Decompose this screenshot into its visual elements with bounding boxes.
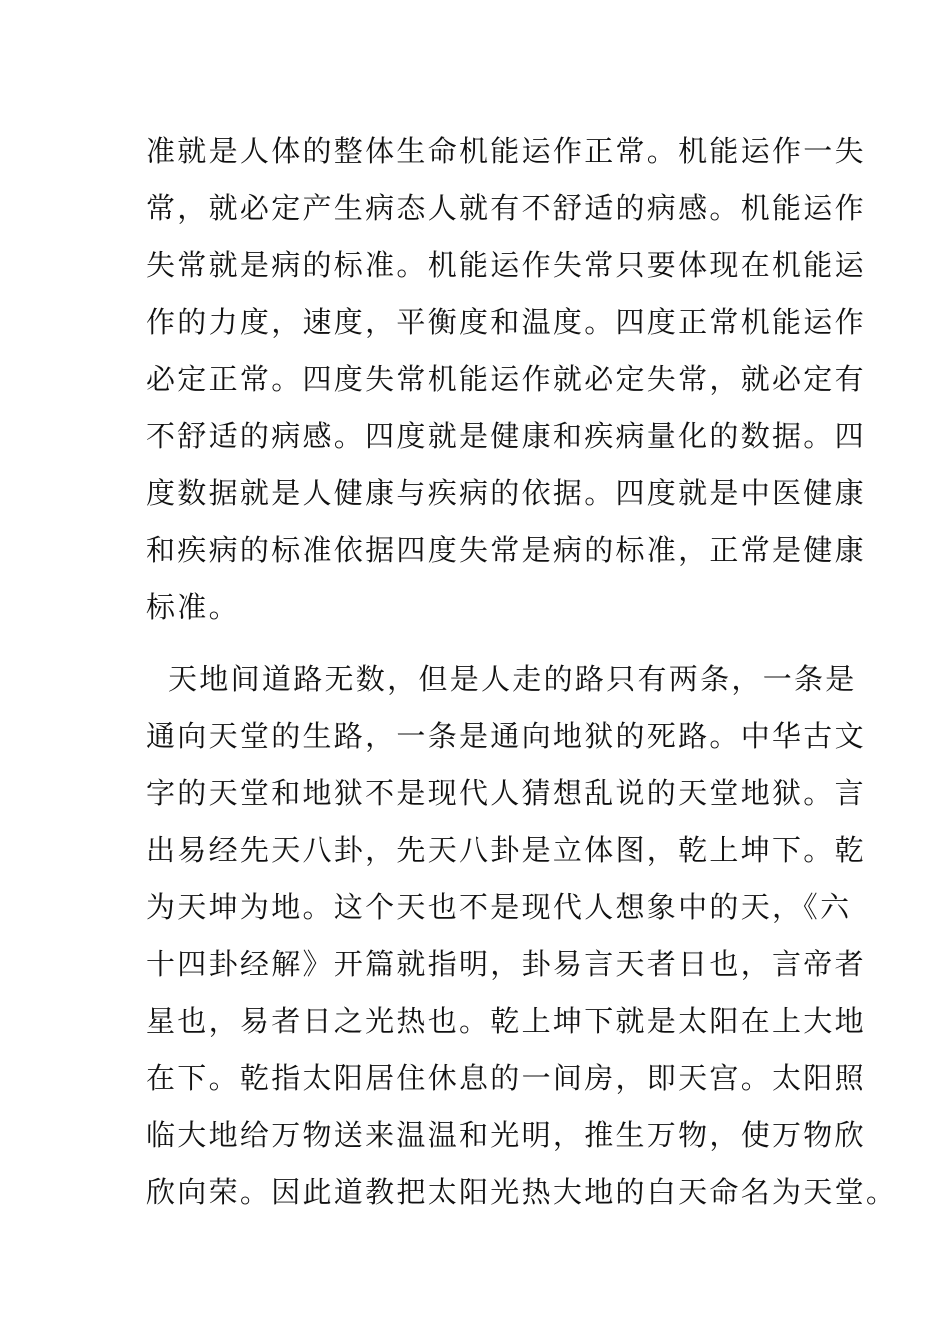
text-line: 临大地给万物送来温温和光明，推生万物，使万物欣: [146, 1118, 866, 1152]
text-line: 必定正常。四度失常机能运作就必定失常，就必定有: [146, 362, 866, 396]
text-line: 出易经先天八卦，先天八卦是立体图，乾上坤下。乾: [146, 833, 866, 867]
text-line: 星也，易者日之光热也。乾上坤下就是太阳在上大地: [146, 1004, 866, 1038]
text-line: 天地间道路无数，但是人走的路只有两条，一条是: [168, 662, 857, 696]
text-line: 通向天堂的生路，一条是通向地狱的死路。中华古文: [146, 719, 866, 753]
text-line: 在下。乾指太阳居住休息的一间房，即天宫。太阳照: [146, 1061, 866, 1095]
text-line: 十四卦经解》开篇就指明，卦易言天者日也，言帝者: [146, 947, 866, 981]
text-line: 度数据就是人健康与疾病的依据。四度就是中医健康: [146, 476, 866, 510]
text-line: 欣向荣。因此道教把太阳光热大地的白天命名为天堂。: [146, 1175, 898, 1209]
text-line: 失常就是病的标准。机能运作失常只要体现在机能运: [146, 248, 866, 282]
text-line: 和疾病的标准依据四度失常是病的标准，正常是健康: [146, 533, 866, 567]
text-line: 标准。: [146, 590, 240, 624]
text-line: 字的天堂和地狱不是现代人猜想乱说的天堂地狱。言: [146, 776, 866, 810]
text-line: 不舒适的病感。四度就是健康和疾病量化的数据。四: [146, 419, 866, 453]
text-line: 常，就必定产生病态人就有不舒适的病感。机能运作: [146, 191, 866, 225]
text-line: 作的力度，速度，平衡度和温度。四度正常机能运作: [146, 305, 866, 339]
text-line: 为天坤为地。这个天也不是现代人想象中的天，《六: [146, 890, 852, 924]
text-line: 准就是人体的整体生命机能运作正常。机能运作一失: [146, 134, 866, 168]
